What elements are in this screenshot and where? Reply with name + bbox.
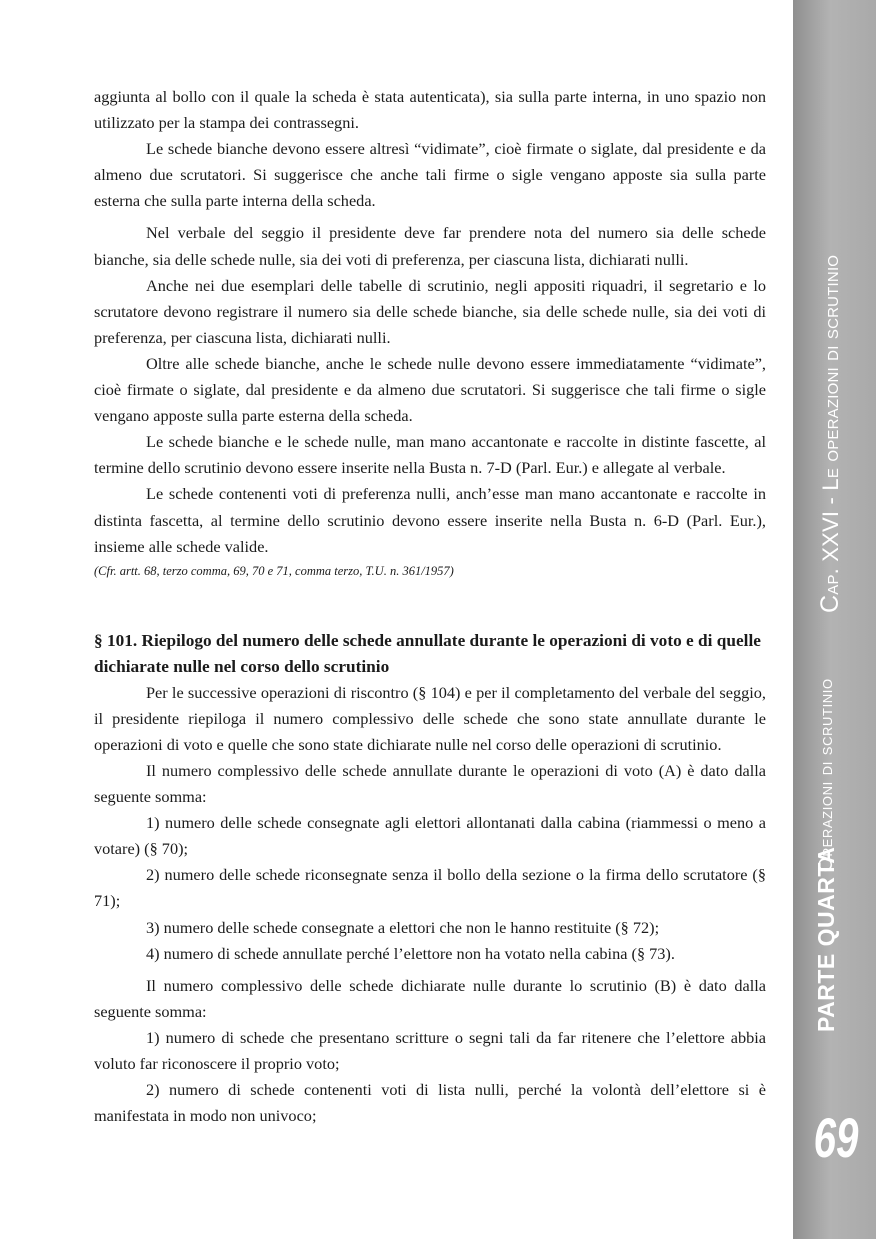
section-label-text: Operazioni di scrutinio [816,678,837,872]
chapter-initial: C [816,594,844,613]
paragraph: Per le successive operazioni di riscontro (§ 104) e per il completamento del verbale del seggio, il presidente riepiloga il numero complessivo delle schede che sono state annullate durante le operazioni di voto e quelle che sono state dichiarate nulle nel corso delle operazioni di scrutinio. [94,682,766,754]
page-number: 69 [813,1106,859,1169]
part-label-text: PARTE QUARTA [813,846,839,1032]
paragraph: Anche nei due esemplari delle tabelle di scrutinio, negli appositi riquadri, il segretario e lo scrutatore devono registrare il numero sia delle schede bianche, sia delle schede nulle, sia dei voti di preferenza, per ciascuna lista, dichiarati nulli. [94,275,766,347]
paragraph: aggiunta al bollo con il quale la scheda è stata autenticata), sia sulla parte interna, in uno spazio non utilizzato per la stampa dei contrassegni. [94,87,766,133]
list-item: 4) numero di schede annullate perché l’elettore non ha votato nella cabina (§ 73). [146,943,675,963]
paragraph: Nel verbale del seggio il presidente deve far prendere nota del numero sia delle schede bianche, sia delle schede nulle, sia dei voti di preferenza, per ciascuna lista, dichiarati nulli. [94,223,766,269]
page-body [94,84,766,1129]
paragraph: Le schede bianche devono essere altresì “vidimate”, cioè firmate o siglate, dal presidente e da almeno due scrutatori. Si suggerisce che anche tali firme o sigle vengano apposte sia sulla parte esterna che sulla parte interna della scheda. [94,139,766,211]
paragraph: Le schede bianche e le schede nulle, man mano accantonate e raccolte in distinte fascette, al termine dello scrutinio devono essere inserite nella Busta n. 7-D (Parl. Eur.) e allegate al verbale. [94,432,766,478]
side-tab [793,0,876,1239]
paragraph: Il numero complessivo delle schede dichiarate nulle durante lo scrutinio (B) è dato dalla seguente somma: [94,975,766,1021]
list-item: 1) numero di schede che presentano scritture o segni tali da far ritenere che l’elettore abbia voluto far riconoscere il proprio voto; [94,1027,766,1073]
list-item: 2) numero di schede contenenti voti di lista nulli, perché la volontà dell’elettore si è manifestata in modo non univoco; [94,1080,766,1126]
list-item: 1) numero delle schede consegnate agli elettori allontanati dalla cabina (riammessi o meno a votare) (§ 70); [94,813,766,859]
chapter-title-text: ap. XXVI - Le operazioni di scrutinio [818,254,843,595]
list-item: 3) numero delle schede consegnate a elettori che non le hanno restituite (§ 72); [146,917,660,937]
paragraph: Oltre alle schede bianche, anche le schede nulle devono essere immediatamente “vidimate”, cioè firmate o siglate, dal presidente e da almeno due scrutatori. Si suggerisce che tali firme o sigle vengano apposte sulla parte esterna della scheda. [94,353,766,426]
citation: (Cfr. artt. 68, terzo comma, 69, 70 e 71, comma terzo, T.U. n. 361/1957) [94,563,454,578]
section-heading: § 101. Riepilogo del numero delle schede annullate durante le operazioni di voto e di quelle dichiarate nulle nel corso dello scrutinio [94,630,761,676]
list-item: 2) numero delle schede riconsegnate senza il bollo della sezione o la firma dello scrutatore (§ 71); [94,865,766,911]
paragraph: Il numero complessivo delle schede annullate durante le operazioni di voto (A) è dato dalla seguente somma: [94,760,766,807]
paragraph: Le schede contenenti voti di preferenza nulli, anch’esse man mano accantonate e raccolte in distinta fascetta, al termine dello scrutinio devono essere inserite nella Busta n. 6-D (Parl. Eur.), insieme alle schede valide. [94,484,766,556]
